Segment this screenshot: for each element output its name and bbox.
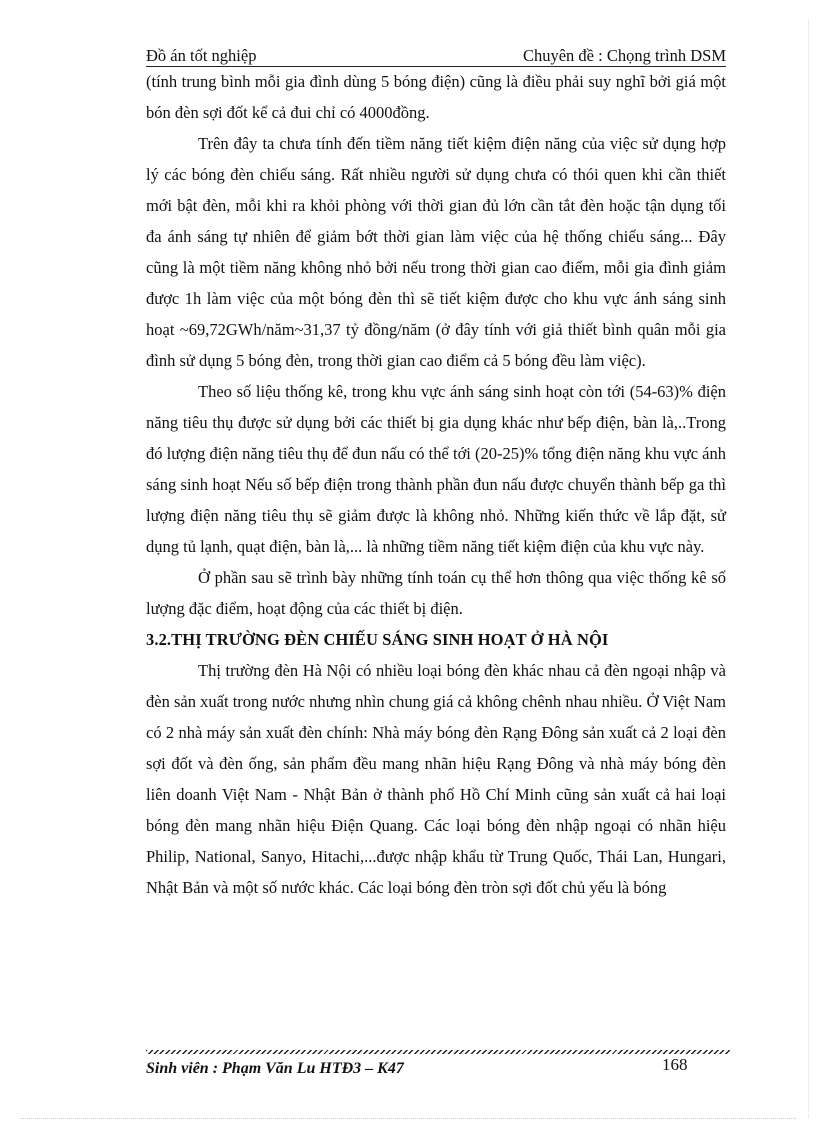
footer-author: Sinh viên : Phạm Văn Lu HTĐ3 – K47	[146, 1060, 404, 1077]
paragraph-next-section: Ở phần sau sẽ trình bày những tính toán cụ thể hơn thông qua việc thống kê số lượng đặc điểm, hoạt động của các thiết bị điện.	[146, 568, 726, 618]
page-header	[146, 46, 726, 68]
footer-rule	[146, 1050, 730, 1054]
section-heading: 3.2.THỊ TRƯỜNG ĐÈN CHIẾU SÁNG SINH HOẠT Ở HÀ NỘI	[146, 630, 609, 649]
header-document-type: Đồ án tốt nghiệp	[146, 46, 257, 65]
paragraph-statistics: Theo số liệu thống kê, trong khu vực ánh sáng sinh hoạt còn tới (54-63)% điện năng tiêu thụ được sử dụng bởi các thiết bị gia dụng khác như bếp điện, bàn là,..Trong đó lượng điện năng tiêu thụ để đun nấu có thể tới (20-25)% tổng điện năng khu vực ánh sáng sinh hoạt Nếu số bếp điện trong thành phần đun nấu được chuyển thành bếp ga thì lượng điện năng tiêu thụ sẽ giảm được là không nhỏ. Những kiến thức về lắp đặt, sử dụng tủ lạnh, quạt điện, bàn là,... là những tiềm năng tiết kiệm điện của khu vực này.	[146, 382, 726, 556]
paragraph-continued: (tính trung bình mỗi gia đình dùng 5 bóng điện) cũng là điều phải suy nghĩ bởi giá một bón đèn sợi đốt kể cả đui chỉ có 4000đồng.	[146, 72, 726, 122]
paragraph-market: Thị trường đèn Hà Nội có nhiều loại bóng đèn khác nhau cả đèn ngoại nhập và đèn sản xuất trong nước nhưng nhìn chung giá cả không chênh nhau nhiều. Ở Việt Nam có 2 nhà máy sản xuất đèn chính: Nhà máy bóng đèn Rạng Đông sản xuất cả 2 loại đèn sợi đốt và đèn ống, sản phẩm đều mang nhãn hiệu Rạng Đông và nhà máy bóng đèn liên doanh Việt Nam - Nhật Bản ở thành phố Hồ Chí Minh cũng sản xuất cả hai loại bóng đèn mang nhãn hiệu Điện Quang. Các loại bóng đèn nhập ngoại có nhãn hiệu Philip, National, Sanyo, Hitachi,...được nhập khẩu từ Trung Quốc, Thái Lan, Hungari, Nhật Bản và một số nước khác. Các loại bóng đèn tròn sợi đốt chủ yếu là bóng	[146, 661, 726, 897]
page-bottom-border	[20, 1118, 796, 1119]
header-topic: Chuyên đề : Chọng trình DSM	[522, 46, 726, 65]
page-number: 168	[662, 1055, 688, 1074]
page-right-border	[808, 20, 809, 1118]
paragraph-energy-saving: Trên đây ta chưa tính đến tiềm năng tiết kiệm điện năng của việc sử dụng hợp lý các bóng đèn chiếu sáng. Rất nhiều người sử dụng chưa có thói quen khi cần thiết mới bật đèn, mỗi khi ra khỏi phòng với thời gian đủ lớn cần tắt đèn hoặc tận dụng tối đa ánh sáng tự nhiên để giảm bớt thời gian làm việc của hệ thống chiếu sáng... Đây cũng là một tiềm năng không nhỏ bởi nếu trong thời gian cao điểm, mỗi gia đình giảm được 1h làm việc của một bóng đèn thì sẽ tiết kiệm được cho khu vực ánh sáng sinh hoạt ~69,72GWh/năm~31,37 tỷ đồng/năm (ở đây tính với giả thiết bình quân mỗi gia đình sử dụng 5 bóng đèn, trong thời gian cao điểm cả 5 bóng đều làm việc).	[146, 134, 726, 370]
body-text	[146, 66, 726, 903]
